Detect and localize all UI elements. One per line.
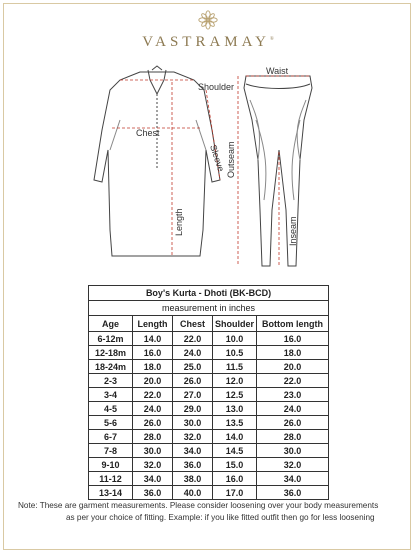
table-cell: 36.0: [173, 458, 213, 472]
size-chart-table: [88, 285, 329, 500]
table-cell: 32.0: [173, 430, 213, 444]
length-label: Length: [174, 208, 184, 236]
table-cell: 13.5: [213, 416, 257, 430]
table-cell: 18.0: [133, 360, 173, 374]
table-cell: 34.0: [133, 472, 173, 486]
table-cell: 32.0: [133, 458, 173, 472]
table-cell: 18.0: [257, 346, 329, 360]
dhoti-illustration: [244, 76, 312, 266]
table-cell: 17.0: [213, 486, 257, 500]
table-cell: 15.0: [213, 458, 257, 472]
table-row: [89, 486, 329, 500]
table-cell: 30.0: [133, 444, 173, 458]
table-cell: 9-10: [89, 458, 133, 472]
header-chest: Chest: [173, 316, 213, 332]
table-cell: 6-7: [89, 430, 133, 444]
table-cell: 2-3: [89, 374, 133, 388]
table-cell: 24.0: [173, 346, 213, 360]
inseam-label: Inseam: [288, 216, 298, 246]
table-cell: 28.0: [257, 430, 329, 444]
table-row: [89, 430, 329, 444]
table-cell: 22.0: [173, 332, 213, 346]
table-body: [89, 332, 329, 500]
table-row: [89, 360, 329, 374]
table-cell: 34.0: [173, 444, 213, 458]
shoulder-label: Shoulder: [198, 82, 235, 92]
header-age: Age: [89, 316, 133, 332]
note-line-1: Note: These are garment measurements. Please consider loosening over your body measurements: [18, 501, 379, 510]
table-cell: 13.0: [213, 402, 257, 416]
table-row: [89, 472, 329, 486]
table-cell: 12.5: [213, 388, 257, 402]
garment-diagram: [0, 60, 416, 282]
table-cell: 29.0: [173, 402, 213, 416]
table-cell: 3-4: [89, 388, 133, 402]
table-cell: 7-8: [89, 444, 133, 458]
table-cell: 12.0: [213, 374, 257, 388]
table-row: [89, 416, 329, 430]
table-cell: 4-5: [89, 402, 133, 416]
table-cell: 36.0: [133, 486, 173, 500]
table-cell: 32.0: [257, 458, 329, 472]
table-cell: 20.0: [133, 374, 173, 388]
table-cell: 14.0: [213, 430, 257, 444]
table-cell: 6-12m: [89, 332, 133, 346]
table-cell: 24.0: [257, 402, 329, 416]
waist-label: Waist: [266, 66, 289, 76]
table-row: [89, 346, 329, 360]
table-cell: 22.0: [257, 374, 329, 388]
table-cell: 26.0: [173, 374, 213, 388]
table-cell: 25.0: [173, 360, 213, 374]
header-shoulder: Shoulder: [213, 316, 257, 332]
brand-header: [0, 10, 416, 51]
table-cell: 12-18m: [89, 346, 133, 360]
table-row: [89, 374, 329, 388]
outseam-label: Outseam: [226, 141, 236, 178]
table-row: [89, 332, 329, 346]
table-title: Boy's Kurta - Dhoti (BK-BCD): [89, 286, 329, 301]
table-cell: 14.5: [213, 444, 257, 458]
table-cell: 11-12: [89, 472, 133, 486]
table-row: [89, 402, 329, 416]
table-cell: 34.0: [257, 472, 329, 486]
table-cell: 10.5: [213, 346, 257, 360]
table-cell: 11.5: [213, 360, 257, 374]
table-row: [89, 458, 329, 472]
table-cell: 28.0: [133, 430, 173, 444]
table-cell: 26.0: [133, 416, 173, 430]
table-cell: 20.0: [257, 360, 329, 374]
table-cell: 26.0: [257, 416, 329, 430]
flower-ornament-icon: [197, 10, 219, 30]
sleeve-label: Sleeve: [208, 143, 227, 173]
table-cell: 16.0: [133, 346, 173, 360]
table-cell: 36.0: [257, 486, 329, 500]
table-cell: 40.0: [173, 486, 213, 500]
note-line-2: as per your choice of fitting. Example: if you like fitted outfit then go for less loosening: [66, 513, 375, 522]
fitting-note: [18, 500, 406, 524]
table-cell: 14.0: [133, 332, 173, 346]
table-row: [89, 388, 329, 402]
table-cell: 24.0: [133, 402, 173, 416]
brand-name: VASTRAMAY®: [142, 34, 274, 50]
chest-label: Chest: [136, 128, 160, 138]
table-cell: 10.0: [213, 332, 257, 346]
table-cell: 27.0: [173, 388, 213, 402]
table-cell: 16.0: [213, 472, 257, 486]
table-subtitle: measurement in inches: [89, 301, 329, 316]
table-cell: 16.0: [257, 332, 329, 346]
table-cell: 22.0: [133, 388, 173, 402]
table-cell: 18-24m: [89, 360, 133, 374]
table-cell: 30.0: [173, 416, 213, 430]
header-bottom-length: Bottom length: [257, 316, 329, 332]
kurta-illustration: [94, 66, 220, 256]
table-cell: 23.0: [257, 388, 329, 402]
header-length: Length: [133, 316, 173, 332]
table-cell: 30.0: [257, 444, 329, 458]
table-cell: 13-14: [89, 486, 133, 500]
table-cell: 38.0: [173, 472, 213, 486]
table-cell: 5-6: [89, 416, 133, 430]
table-row: [89, 444, 329, 458]
